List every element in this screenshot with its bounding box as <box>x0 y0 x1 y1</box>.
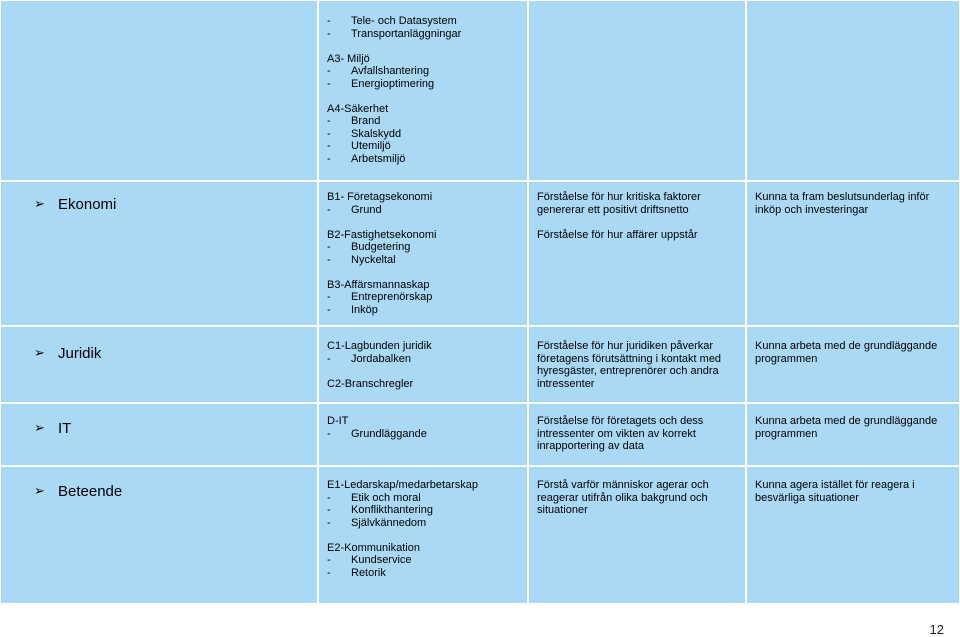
understanding-text: Förståelse för hur kritiska faktorer genererar ett positivt driftsnetto <box>537 191 701 216</box>
group-title: C1-Lagbunden juridik <box>327 340 432 352</box>
cell-r0-c3 <box>746 0 960 181</box>
ability-text: Kunna arbeta med de grundläggande programmen <box>755 415 938 440</box>
ekonomi-topics <box>327 191 522 316</box>
group-title: E2-Kommunikation <box>327 541 420 554</box>
page-number: 12 <box>929 622 944 637</box>
list-item: - Entreprenörskap <box>327 291 433 303</box>
list-item: - Tele- och Datasystem <box>327 15 457 27</box>
understanding-text: Förståelse för hur juridiken påverkar företagens förutsättning i kontakt med hyresgäster, entreprenörer och andra intressenter <box>537 340 722 390</box>
group-title: B1- Företagsekonomi <box>327 191 433 203</box>
ekonomi-understanding <box>537 191 737 241</box>
ability-text: Kunna agera istället för reagera i besvärliga situationer <box>755 479 915 504</box>
beteende-topics <box>327 479 522 579</box>
group-title: B3-Affärsmannaskap <box>327 278 430 291</box>
list-item: - Brand <box>327 115 381 127</box>
cell-r0-c0 <box>0 0 318 181</box>
category-label: Juridik <box>58 344 102 362</box>
group-title: D-IT <box>327 415 349 427</box>
category-label: Ekonomi <box>58 195 117 213</box>
group-title: A3- Miljö <box>327 52 370 65</box>
category-ekonomi <box>34 194 116 214</box>
understanding-text: Förståelse för företagets och dess intressenter om vikten av korrekt inrapportering av data <box>537 415 704 452</box>
list-item: - Arbetsmiljö <box>327 152 406 165</box>
top-row-topics <box>327 15 522 165</box>
list-item: - Skalskydd <box>327 127 402 140</box>
list-item: - Transportanläggningar <box>327 27 462 40</box>
cell-juridik-category <box>0 326 318 403</box>
it-understanding <box>537 415 727 453</box>
group-title: E1-Ledarskap/medarbetarskap <box>327 479 479 491</box>
list-item: - Energioptimering <box>327 77 435 90</box>
ability-text: Kunna arbeta med de grundläggande programmen <box>755 340 938 365</box>
ability-text: Kunna ta fram beslutsunderlag inför inköp och investeringar <box>755 191 930 216</box>
juridik-topics <box>327 340 522 390</box>
list-item: - Etik och moral <box>327 491 421 504</box>
list-item: - Nyckeltal <box>327 253 396 266</box>
it-ability <box>755 415 955 440</box>
arrow-bullet-icon: ➢ <box>34 196 45 211</box>
category-beteende <box>34 481 122 501</box>
list-item: - Avfallshantering <box>327 65 430 77</box>
list-item: - Kundservice <box>327 554 412 566</box>
group-title: A4-Säkerhet <box>327 102 389 115</box>
juridik-understanding <box>537 340 742 390</box>
arrow-bullet-icon: ➢ <box>34 420 45 435</box>
list-item: - Grund <box>327 203 382 216</box>
list-item: - Självkännedom <box>327 516 427 529</box>
list-item: - Utemiljö <box>327 140 391 152</box>
it-topics <box>327 415 522 440</box>
category-label: IT <box>58 419 72 437</box>
category-it <box>34 418 71 438</box>
group-title: B2-Fastighetsekonomi <box>327 228 437 241</box>
list-item: - Budgetering <box>327 241 411 253</box>
list-item: - Grundläggande <box>327 427 427 440</box>
list-item: - Konflikthantering <box>327 504 433 516</box>
arrow-bullet-icon: ➢ <box>34 345 45 360</box>
list-item: - Inköp <box>327 303 378 316</box>
understanding-text: Förstå varför människor agerar och reagerar utifrån olika bakgrund och situationer <box>537 479 709 516</box>
juridik-ability <box>755 340 955 365</box>
beteende-ability <box>755 479 950 504</box>
cell-r0-c2 <box>528 0 746 181</box>
beteende-understanding <box>537 479 737 517</box>
understanding-text: Förståelse för hur affärer uppstår <box>537 228 698 241</box>
category-juridik <box>34 343 101 363</box>
ekonomi-ability <box>755 191 955 216</box>
group-title: C2-Branschregler <box>327 377 414 390</box>
list-item: - Retorik <box>327 566 386 579</box>
list-item: - Jordabalken <box>327 352 411 365</box>
arrow-bullet-icon: ➢ <box>34 483 45 498</box>
category-label: Beteende <box>58 482 123 500</box>
